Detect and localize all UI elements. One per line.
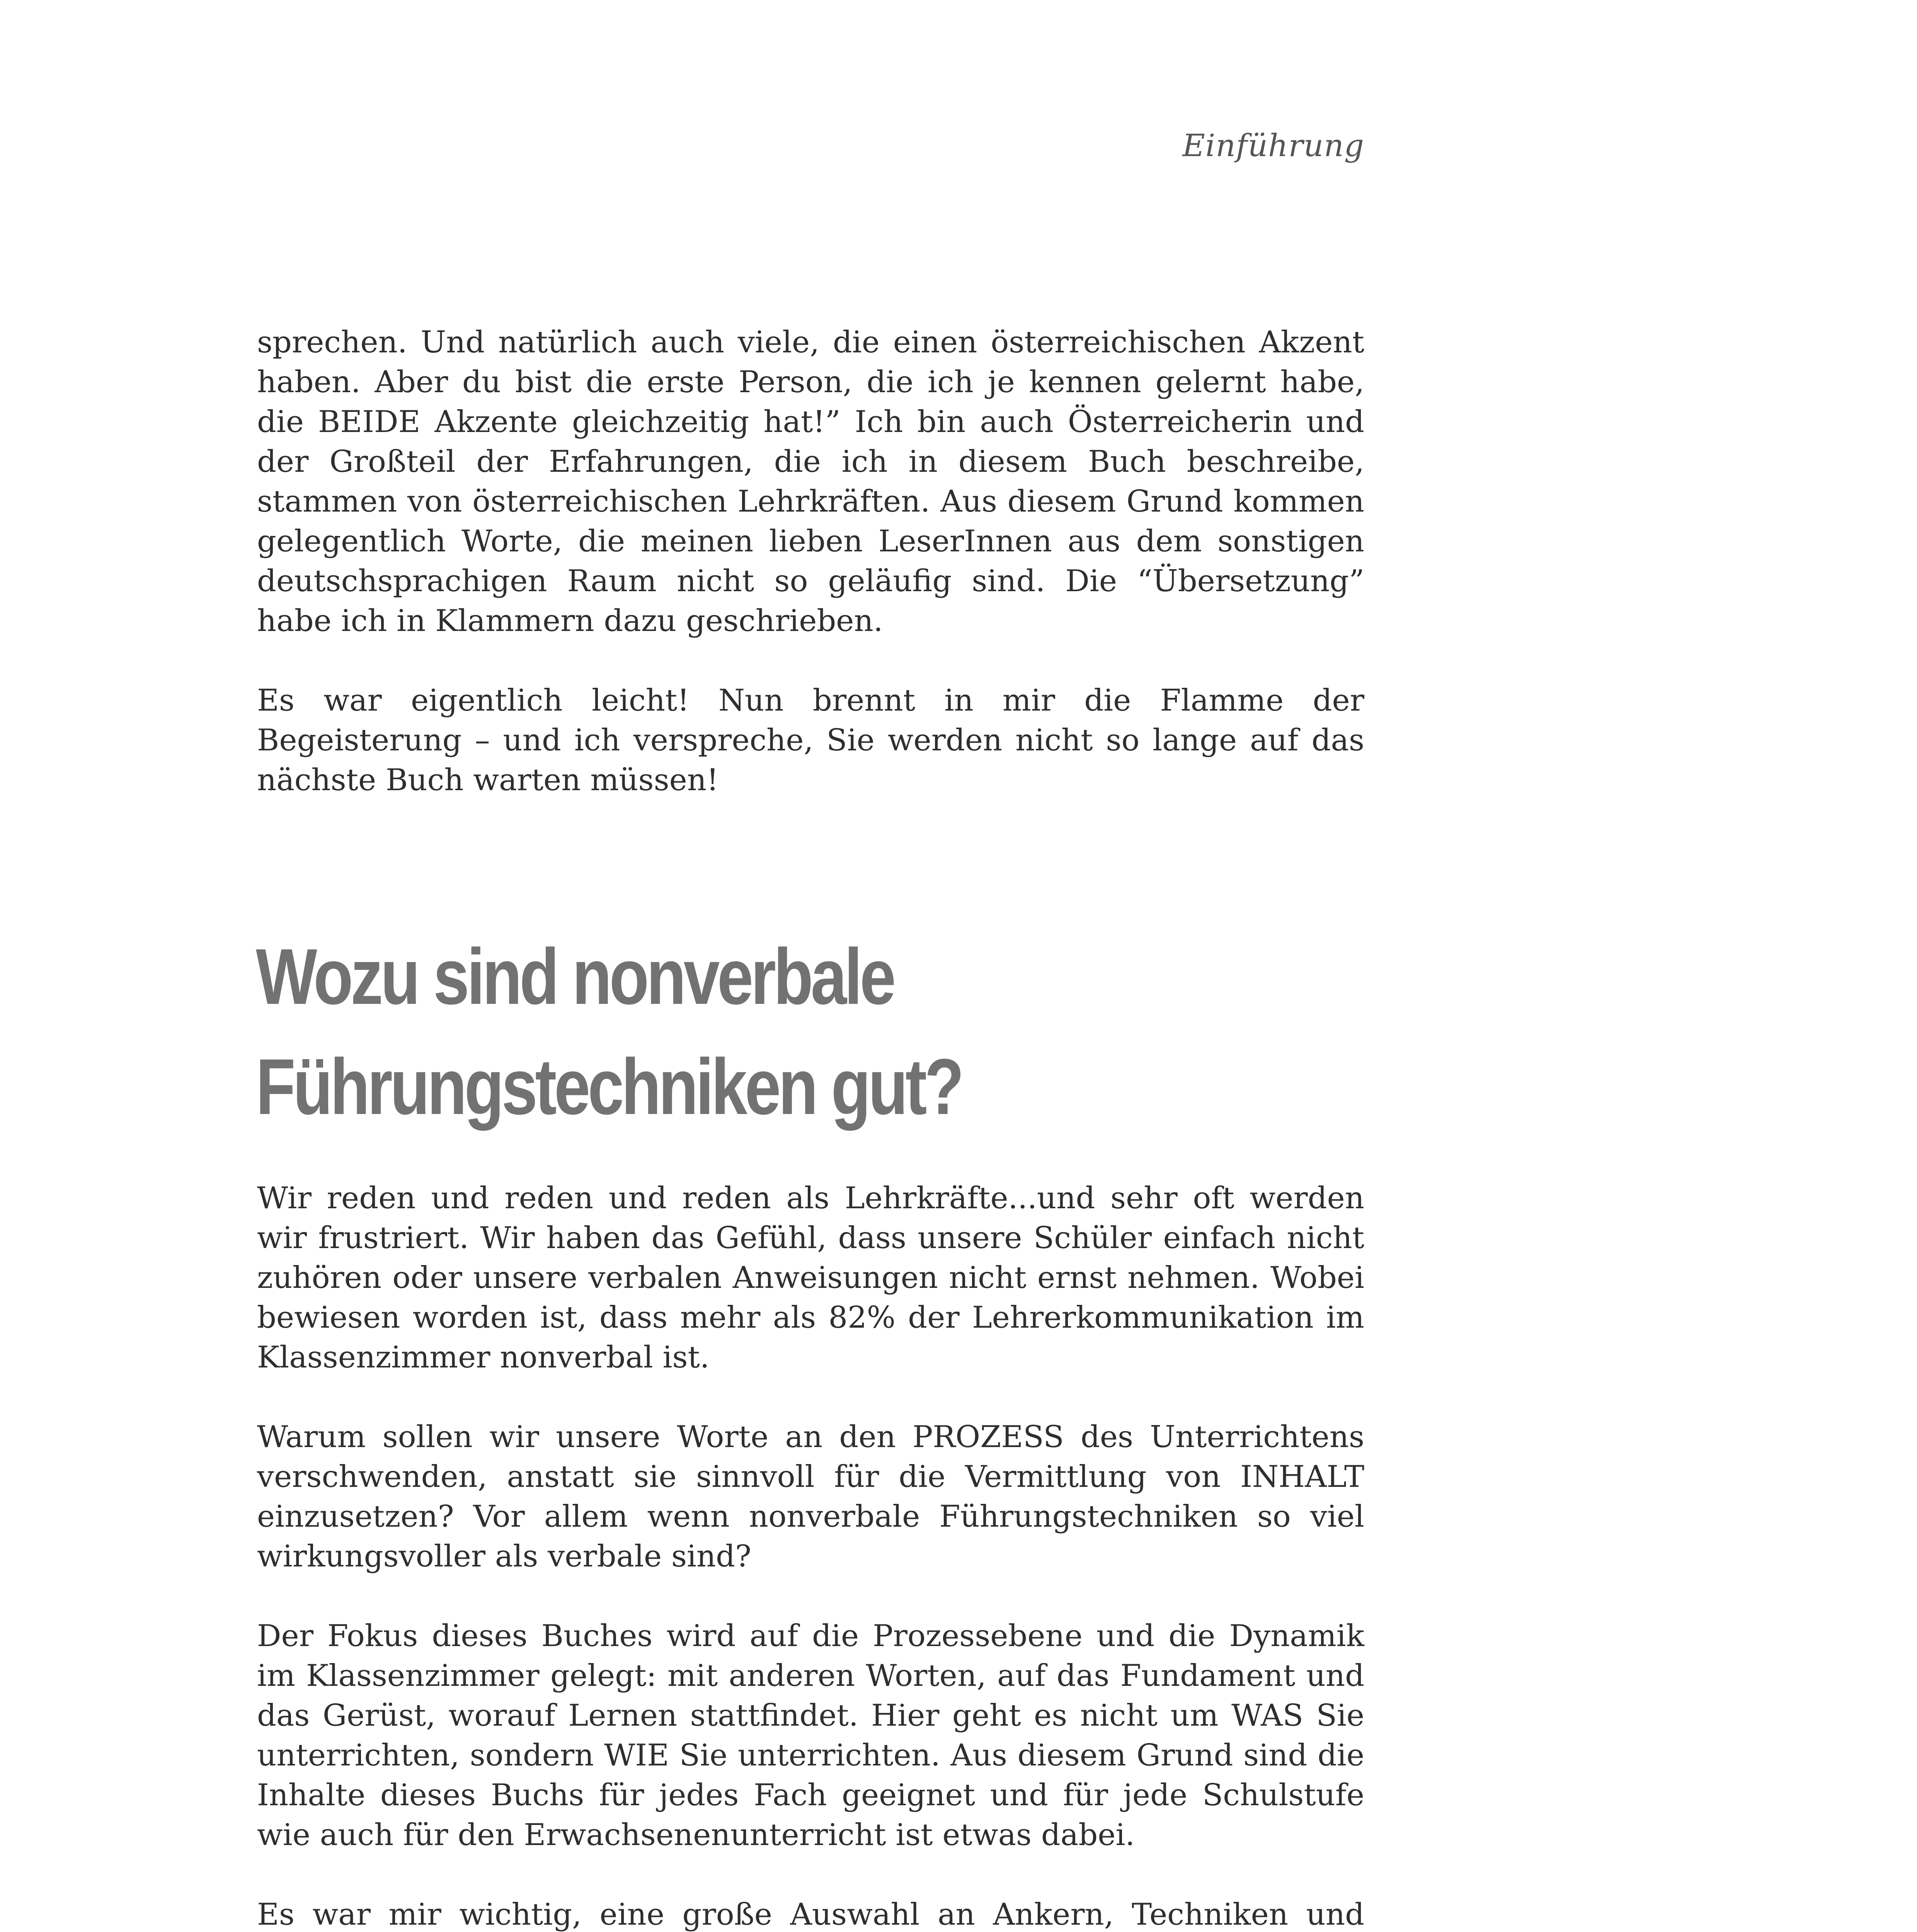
paragraph: Es war mir wichtig, eine große Auswahl an Ankern, Techniken und — [257, 1897, 1364, 1932]
section-body — [257, 1179, 1364, 1932]
section-heading-line-1: Wozu sind nonverbale — [256, 932, 894, 1021]
paragraph: sprechen. Und natürlich auch viele, die einen österreichischen Akzent haben. Aber du bist die erste Person, die ich je kennen gelernt habe, die BEIDE Akzente gleichzeitig hat!” Ich bin auch Österreicherin und der Großteil der Erfahrungen, die ich in diesem Buch beschreibe, stammen von österreichischen Lehrkräften. Aus diesem Grund kommen gelegentlich Worte, die meinen lieben LeserInnen aus dem sonstigen deutschsprachigen Raum nicht so geläufig sind. Die “Übersetzung” habe ich in Klammern dazu geschrieben. — [257, 325, 1364, 638]
paragraph: Es war eigentlich leicht! Nun brennt in mir die Flamme der Begeisterung – und ich verspreche, Sie werden nicht so lange auf das nächste Buch warten müssen! — [257, 683, 1364, 798]
section-heading-line-2: Führungstechniken gut? — [256, 1043, 962, 1131]
intro-text-block — [257, 323, 1364, 800]
paragraph: Wir reden und reden und reden als Lehrkräfte...und sehr oft werden wir frustriert. Wir haben das Gefühl, dass unsere Schüler einfach nicht zuhören oder unsere verbalen Anweisungen nicht ernst nehmen. Wobei bewiesen worden ist, dass mehr als 82% der Lehrerkommunikation im Klassenzimmer nonverbal ist. — [257, 1181, 1364, 1375]
paragraph: Der Fokus dieses Buches wird auf die Prozessebene und die Dynamik im Klassenzimmer gelegt: mit anderen Worten, auf das Fundament und das Gerüst, worauf Lernen stattfindet. Hier geht es nicht um WAS Sie unterrichten, sondern WIE Sie unterrichten. Aus diesem Grund sind die Inhalte dieses Buchs für jedes Fach geeignet und für jede Schulstufe wie auch für den Erwachsenenunterricht ist etwas dabei. — [257, 1619, 1364, 1852]
running-header-title: Einführung — [1182, 128, 1364, 163]
paragraph: Warum sollen wir unsere Worte an den PROZESS des Unterrichtens verschwenden, anstatt sie sinnvoll für die Vermittlung von INHALT einzusetzen? Vor allem wenn nonverbale Führungstechniken so viel wirkungsvoller als verbale sind? — [257, 1420, 1364, 1574]
section-heading — [256, 922, 1175, 1142]
